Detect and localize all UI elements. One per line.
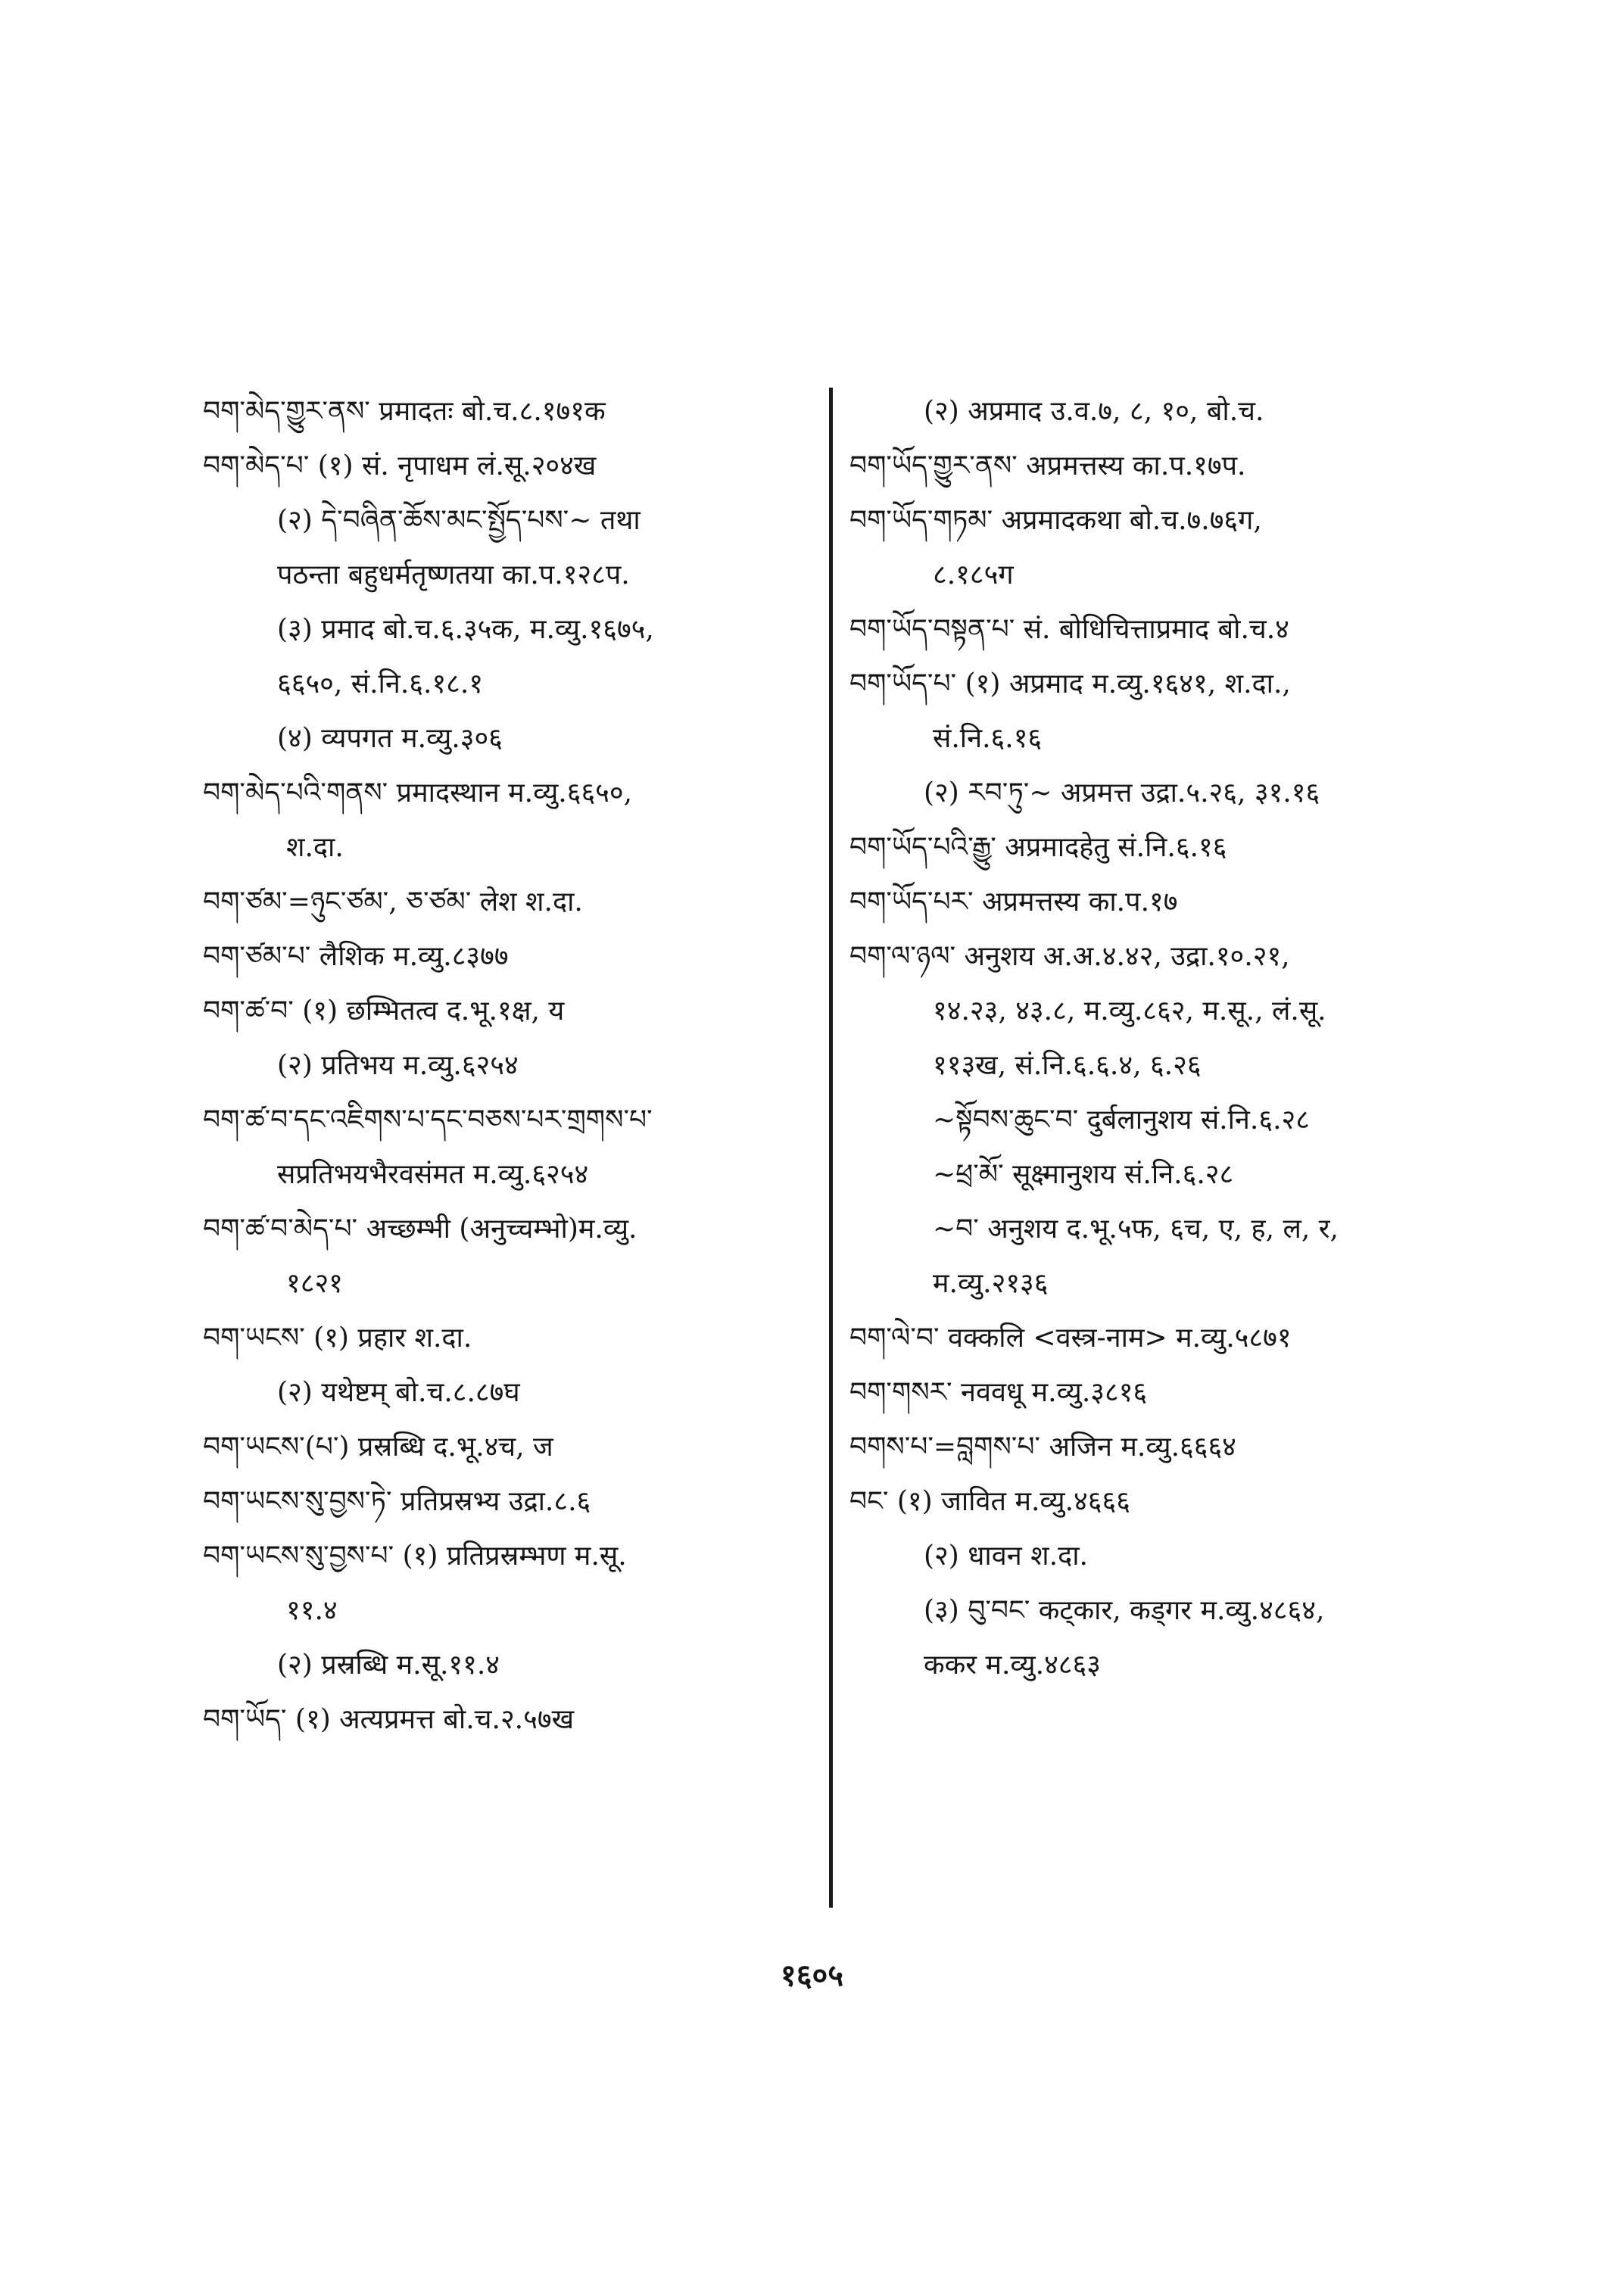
dictionary-line: བག་ཚ་བ་ (१) छम्भितत्व द.भू.१क्ष, य (203, 995, 565, 1027)
dictionary-line: सप्रतिभयभैरवसंमत म.व्यु.६२५४ (277, 1159, 589, 1190)
dictionary-line: བག་ཡོད་བསྟན་པ་ सं. बोधिचित्ताप्रमाद बो.च.४ (849, 614, 1289, 645)
dictionary-line: ~ཕྲ་མོ་ सूक्ष्मानुशय सं.नि.६.२८ (933, 1159, 1234, 1190)
dictionary-line: བག་ཙམ་=ཉུང་ཙམ་, ཅ་ཙམ་ लेश श.दा. (203, 886, 583, 918)
dictionary-line: १८२१ (286, 1268, 343, 1299)
dictionary-line: (२) དེ་བཞིན་ཆོས་མང་སྤྱོད་པས་~ तथा (277, 505, 641, 536)
dictionary-line: བག་མེད་པ་ (१) सं. नृपाधम लं.सू.२०४ख (203, 450, 597, 481)
dictionary-line: བག་ཙམ་པ་ लैशिक म.व्यु.८३७७ (203, 941, 509, 972)
dictionary-line: पठन्ता बहुधर्मतृष्णतया का.प.१२८प. (277, 559, 630, 590)
dictionary-line: བག་ཡོད་ (१) अत्यप्रमत्त बो.च.२.५७ख (203, 1704, 575, 1735)
dictionary-line: བགས་པ་=བླགས་པ་ अजिन म.व्यु.६६६४ (849, 1432, 1236, 1463)
dictionary-line: (२) प्रस्रब्धि म.सू.११.४ (277, 1650, 500, 1681)
dictionary-line: (३) བུ་བང་ कट्कार, कड्गर म.व्यु.४८६४, (924, 1595, 1325, 1626)
left-column (203, 385, 824, 1747)
dictionary-line: བག་ཡོད་པར་ अप्रमत्तस्य का.प.१७ (849, 886, 1178, 918)
dictionary-line: (२) धावन श.दा. (924, 1541, 1088, 1572)
dictionary-line: ११.४ (286, 1595, 338, 1626)
dictionary-line: १४.२३, ४३.८, म.व्यु.८६२, म.सू., लं.सू. (933, 995, 1326, 1027)
dictionary-line: བག་མེད་གྱུར་ནས་ प्रमादतः बो.च.८.१७१क (203, 396, 606, 427)
dictionary-line: བག་མེད་པའི་གནས་ प्रमादस्थान म.व्यु.६६५०, (203, 777, 633, 808)
dictionary-line: (३) प्रमाद बो.च.६.३५क, म.व्यु.१६७५, (277, 614, 654, 645)
dictionary-line: सं.नि.६.१६ (933, 723, 1043, 754)
dictionary-line: (२) अप्रमाद उ.व.७, ८, १०, बो.च. (924, 396, 1264, 427)
dictionary-line: ११३ख, सं.नि.६.६.४, ६.२६ (933, 1050, 1202, 1081)
dictionary-line: (२) प्रतिभय म.व्यु.६२५४ (277, 1050, 519, 1081)
dictionary-line: བག་ཚ་བ་མེད་པ་ अच्छम्भी (अनुच्चम्भो)म.व्यु. (203, 1213, 637, 1245)
dictionary-line: ककर म.व्यु.४८६३ (924, 1650, 1101, 1681)
dictionary-line: म.व्यु.२१३६ (933, 1268, 1049, 1299)
dictionary-line: བག་ལ་ཉལ་ अनुशय अ.अ.४.४२, उद्रा.१०.२१, (849, 941, 1290, 972)
right-column (849, 385, 1470, 1693)
dictionary-line: བག་ཡོད་གྱུར་ནས་ अप्रमत्तस्य का.प.१७प. (849, 450, 1246, 481)
dictionary-line: བག་ཡངས་(པ་) प्रस्रब्धि द.भू.४च, ज (203, 1432, 553, 1463)
dictionary-line: ८.१८५ग (933, 559, 1014, 590)
dictionary-line: ~བ་ अनुशय द.भू.५फ, ६च, ए, ह, ल, र, (933, 1213, 1339, 1245)
dictionary-line: ६६५०, सं.नि.६.१८.१ (277, 668, 484, 699)
dictionary-line: བག་ཚ་བ་དང་འཇིགས་པ་དང་བཅས་པར་གྲགས་པ་ (203, 1104, 653, 1136)
dictionary-line: བག་ཡངས་སུ་བྱས་ཏེ་ प्रतिप्रस्रभ्य उद्रा.८.६ (203, 1486, 591, 1517)
dictionary-line: (४) व्यपगत म.व्यु.३०६ (277, 723, 503, 754)
dictionary-line: བག་ལེ་བ་ वक्कलि <वस्त्र-नाम> म.व्यु.५८७१ (849, 1323, 1292, 1354)
dictionary-line: (२) རབ་ཏུ་~ अप्रमत्त उद्रा.५.२६, ३१.१६ (924, 777, 1320, 808)
dictionary-line: བག་གསར་ नववधू म.व्यु.३८१६ (849, 1377, 1148, 1408)
dictionary-line: श.दा. (286, 832, 344, 863)
dictionary-line: བག་ཡོད་པའི་རྒྱུ་ अप्रमादहेतु सं.नि.६.१६ (849, 832, 1227, 863)
column-divider (829, 388, 833, 1908)
dictionary-line: བག་ཡངས་སུ་བྱས་པ་ (१) प्रतिप्रस्रम्भण म.सू. (203, 1541, 627, 1572)
dictionary-line: ~སྟོབས་ཆུང་བ་ दुर्बलानुशय सं.नि.६.२८ (933, 1104, 1310, 1136)
dictionary-line: བག་ཡོད་པ་ (१) अप्रमाद म.व्यु.१६४१, श.दा., (849, 668, 1291, 699)
dictionary-line: བག་ཡངས་ (१) प्रहार श.दा. (203, 1323, 472, 1354)
dictionary-line: (२) यथेष्टम् बो.च.८.८७घ (277, 1377, 520, 1408)
dictionary-line: བང་ (१) जावित म.व्यु.४६६६ (849, 1486, 1130, 1517)
dictionary-line: བག་ཡོད་གཏམ་ अप्रमादकथा बो.च.७.७६ग, (849, 505, 1262, 536)
page-number: १६०५ (780, 1958, 844, 1993)
